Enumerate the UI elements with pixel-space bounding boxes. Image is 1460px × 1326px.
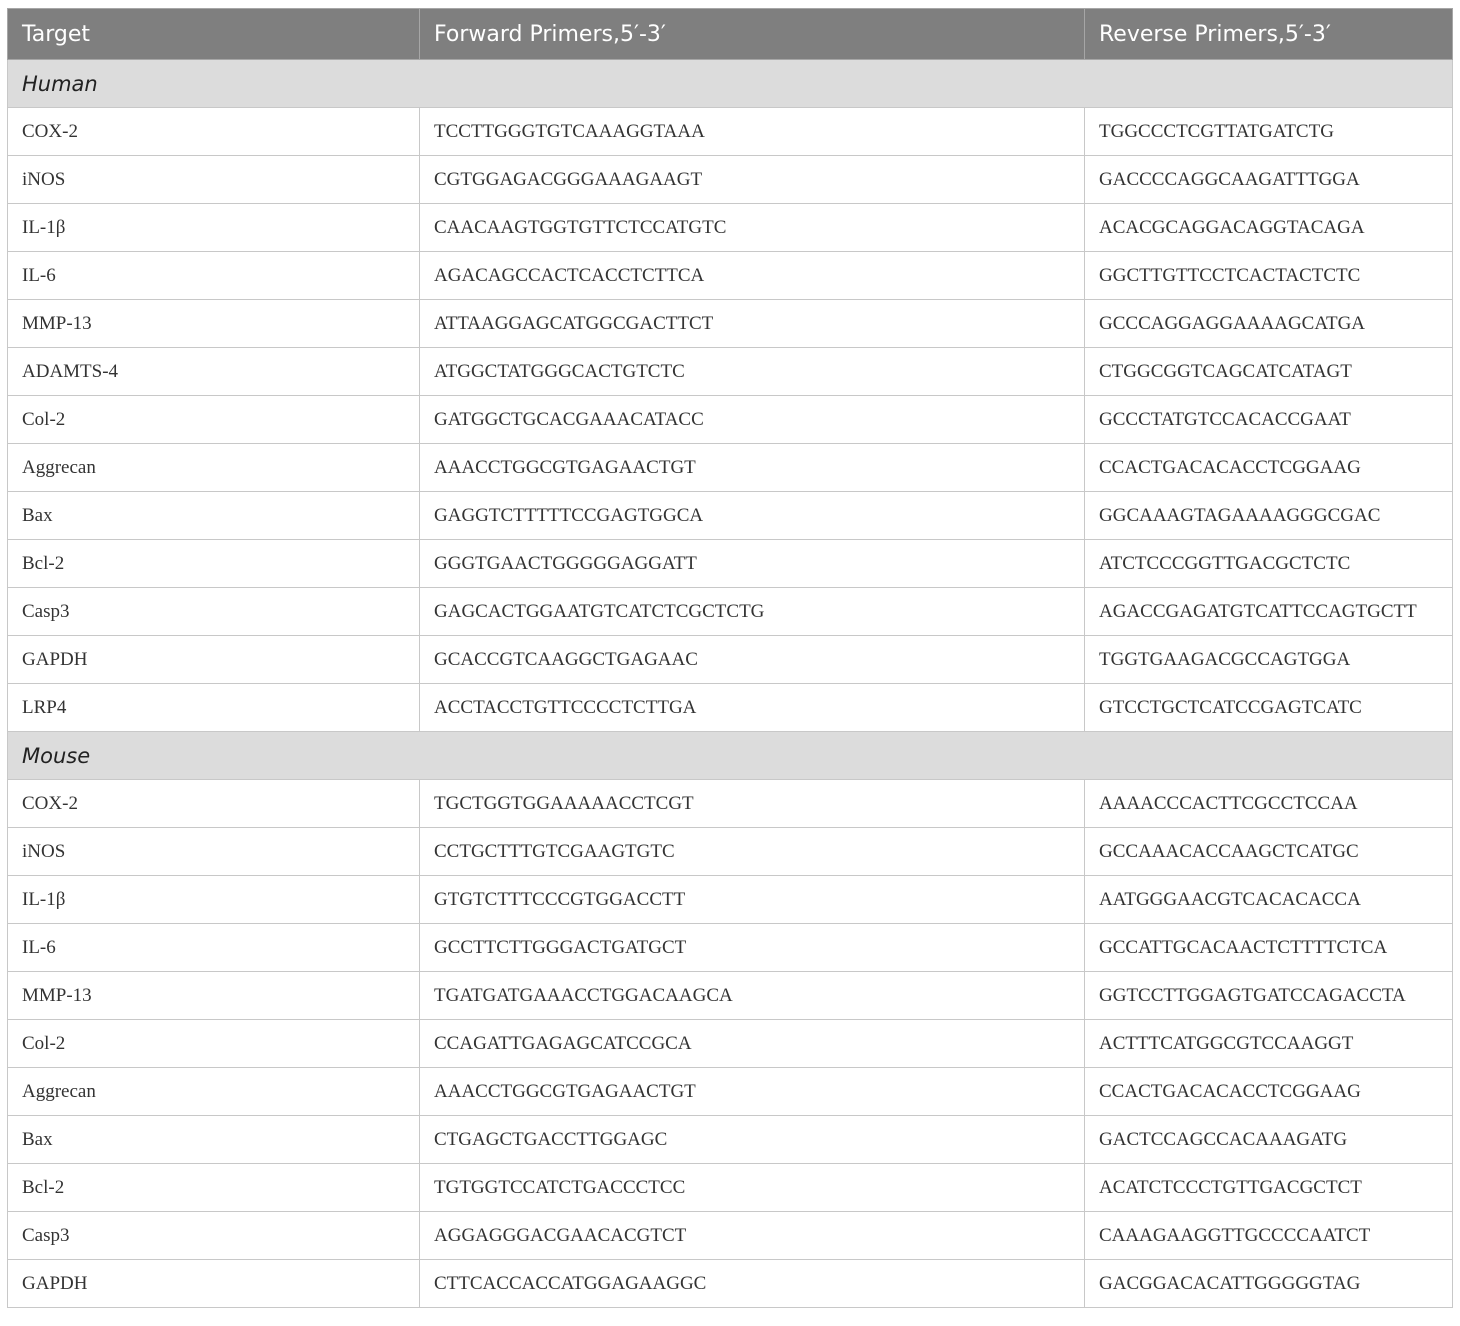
group-row	[8, 732, 1453, 780]
target-cell: Casp3	[8, 588, 420, 636]
table-row	[8, 300, 1453, 348]
table-row	[8, 396, 1453, 444]
reverse-primer-cell: ATCTCCCGGTTGACGCTCTC	[1085, 540, 1453, 588]
table-row	[8, 492, 1453, 540]
target-cell: MMP-13	[8, 972, 420, 1020]
reverse-primer-cell: GCCCAGGAGGAAAAGCATGA	[1085, 300, 1453, 348]
target-cell: Col-2	[8, 1020, 420, 1068]
forward-primer-cell: ACCTACCTGTTCCCCTCTTGA	[420, 684, 1085, 732]
primer-table	[7, 8, 1453, 1308]
table-row	[8, 1164, 1453, 1212]
table-row	[8, 1020, 1453, 1068]
table-row	[8, 156, 1453, 204]
reverse-primer-cell: AGACCGAGATGTCATTCCAGTGCTT	[1085, 588, 1453, 636]
forward-primer-cell: CAACAAGTGGTGTTCTCCATGTC	[420, 204, 1085, 252]
table-row	[8, 1116, 1453, 1164]
forward-primer-cell: GTGTCTTTCCCGTGGACCTT	[420, 876, 1085, 924]
reverse-primer-cell: GCCAAACACCAAGCTCATGC	[1085, 828, 1453, 876]
target-cell: Bax	[8, 1116, 420, 1164]
reverse-primer-cell: GGCAAAGTAGAAAAGGGCGAC	[1085, 492, 1453, 540]
target-cell: Aggrecan	[8, 444, 420, 492]
forward-primer-cell: GCCTTCTTGGGACTGATGCT	[420, 924, 1085, 972]
target-cell: Col-2	[8, 396, 420, 444]
target-cell: ADAMTS-4	[8, 348, 420, 396]
reverse-primer-cell: GACGGACACATTGGGGGTAG	[1085, 1260, 1453, 1308]
table-row	[8, 876, 1453, 924]
forward-primer-cell: AAACCTGGCGTGAGAACTGT	[420, 1068, 1085, 1116]
target-cell: GAPDH	[8, 636, 420, 684]
table-row	[8, 108, 1453, 156]
forward-primer-cell: GGGTGAACTGGGGGAGGATT	[420, 540, 1085, 588]
target-cell: IL-6	[8, 924, 420, 972]
target-cell: GAPDH	[8, 1260, 420, 1308]
reverse-primer-cell: TGGCCCTCGTTATGATCTG	[1085, 108, 1453, 156]
reverse-primer-cell: GGCTTGTTCCTCACTACTCTC	[1085, 252, 1453, 300]
reverse-primer-cell: ACACGCAGGACAGGTACAGA	[1085, 204, 1453, 252]
forward-primer-cell: TGTGGTCCATCTGACCCTCC	[420, 1164, 1085, 1212]
table-row	[8, 540, 1453, 588]
target-cell: MMP-13	[8, 300, 420, 348]
forward-primer-cell: TGCTGGTGGAAAAACCTCGT	[420, 780, 1085, 828]
target-cell: IL-1β	[8, 204, 420, 252]
reverse-primer-cell: ACTTTCATGGCGTCCAAGGT	[1085, 1020, 1453, 1068]
forward-primer-cell: AAACCTGGCGTGAGAACTGT	[420, 444, 1085, 492]
reverse-primer-cell: CCACTGACACACCTCGGAAG	[1085, 1068, 1453, 1116]
target-cell: Bcl-2	[8, 540, 420, 588]
table-row	[8, 684, 1453, 732]
table-row	[8, 444, 1453, 492]
primer-table-container	[7, 8, 1452, 1308]
forward-primer-cell: CGTGGAGACGGGAAAGAAGT	[420, 156, 1085, 204]
forward-primer-cell: AGACAGCCACTCACCTCTTCA	[420, 252, 1085, 300]
target-cell: COX-2	[8, 108, 420, 156]
forward-primer-cell: GAGGTCTTTTTCCGAGTGGCA	[420, 492, 1085, 540]
forward-primer-cell: TGATGATGAAACCTGGACAAGCA	[420, 972, 1085, 1020]
group-label: Mouse	[8, 732, 1453, 780]
reverse-primer-cell: ACATCTCCCTGTTGACGCTCT	[1085, 1164, 1453, 1212]
table-row	[8, 1068, 1453, 1116]
header-target: Target	[8, 9, 420, 60]
table-row	[8, 1260, 1453, 1308]
table-row	[8, 348, 1453, 396]
forward-primer-cell: ATGGCTATGGGCACTGTCTC	[420, 348, 1085, 396]
reverse-primer-cell: GGTCCTTGGAGTGATCCAGACCTA	[1085, 972, 1453, 1020]
target-cell: Aggrecan	[8, 1068, 420, 1116]
header-row	[8, 9, 1453, 60]
forward-primer-cell: ATTAAGGAGCATGGCGACTTCT	[420, 300, 1085, 348]
target-cell: LRP4	[8, 684, 420, 732]
reverse-primer-cell: GCCCTATGTCCACACCGAAT	[1085, 396, 1453, 444]
target-cell: COX-2	[8, 780, 420, 828]
table-row	[8, 972, 1453, 1020]
table-row	[8, 204, 1453, 252]
header-reverse-primers: Reverse Primers,5′-3′	[1085, 9, 1453, 60]
reverse-primer-cell: TGGTGAAGACGCCAGTGGA	[1085, 636, 1453, 684]
table-row	[8, 780, 1453, 828]
target-cell: IL-1β	[8, 876, 420, 924]
reverse-primer-cell: CAAAGAAGGTTGCCCCAATCT	[1085, 1212, 1453, 1260]
table-row	[8, 924, 1453, 972]
target-cell: iNOS	[8, 156, 420, 204]
forward-primer-cell: CCTGCTTTGTCGAAGTGTC	[420, 828, 1085, 876]
table-row	[8, 636, 1453, 684]
forward-primer-cell: GCACCGTCAAGGCTGAGAAC	[420, 636, 1085, 684]
target-cell: Bax	[8, 492, 420, 540]
table-body	[8, 60, 1453, 1308]
table-row	[8, 1212, 1453, 1260]
reverse-primer-cell: GCCATTGCACAACTCTTTTCTCA	[1085, 924, 1453, 972]
reverse-primer-cell: CCACTGACACACCTCGGAAG	[1085, 444, 1453, 492]
reverse-primer-cell: GACTCCAGCCACAAAGATG	[1085, 1116, 1453, 1164]
table-header	[8, 9, 1453, 60]
target-cell: Bcl-2	[8, 1164, 420, 1212]
reverse-primer-cell: AATGGGAACGTCACACACCA	[1085, 876, 1453, 924]
forward-primer-cell: GAGCACTGGAATGTCATCTCGCTCTG	[420, 588, 1085, 636]
forward-primer-cell: GATGGCTGCACGAAACATACC	[420, 396, 1085, 444]
forward-primer-cell: CTTCACCACCATGGAGAAGGC	[420, 1260, 1085, 1308]
target-cell: Casp3	[8, 1212, 420, 1260]
target-cell: iNOS	[8, 828, 420, 876]
forward-primer-cell: CCAGATTGAGAGCATCCGCA	[420, 1020, 1085, 1068]
forward-primer-cell: TCCTTGGGTGTCAAAGGTAAA	[420, 108, 1085, 156]
group-label: Human	[8, 60, 1453, 108]
reverse-primer-cell: GACCCCAGGCAAGATTTGGA	[1085, 156, 1453, 204]
forward-primer-cell: AGGAGGGACGAACACGTCT	[420, 1212, 1085, 1260]
reverse-primer-cell: AAAACCCACTTCGCCTCCAA	[1085, 780, 1453, 828]
header-forward-primers: Forward Primers,5′-3′	[420, 9, 1085, 60]
table-row	[8, 828, 1453, 876]
forward-primer-cell: CTGAGCTGACCTTGGAGC	[420, 1116, 1085, 1164]
reverse-primer-cell: GTCCTGCTCATCCGAGTCATC	[1085, 684, 1453, 732]
group-row	[8, 60, 1453, 108]
table-row	[8, 588, 1453, 636]
target-cell: IL-6	[8, 252, 420, 300]
reverse-primer-cell: CTGGCGGTCAGCATCATAGT	[1085, 348, 1453, 396]
table-row	[8, 252, 1453, 300]
